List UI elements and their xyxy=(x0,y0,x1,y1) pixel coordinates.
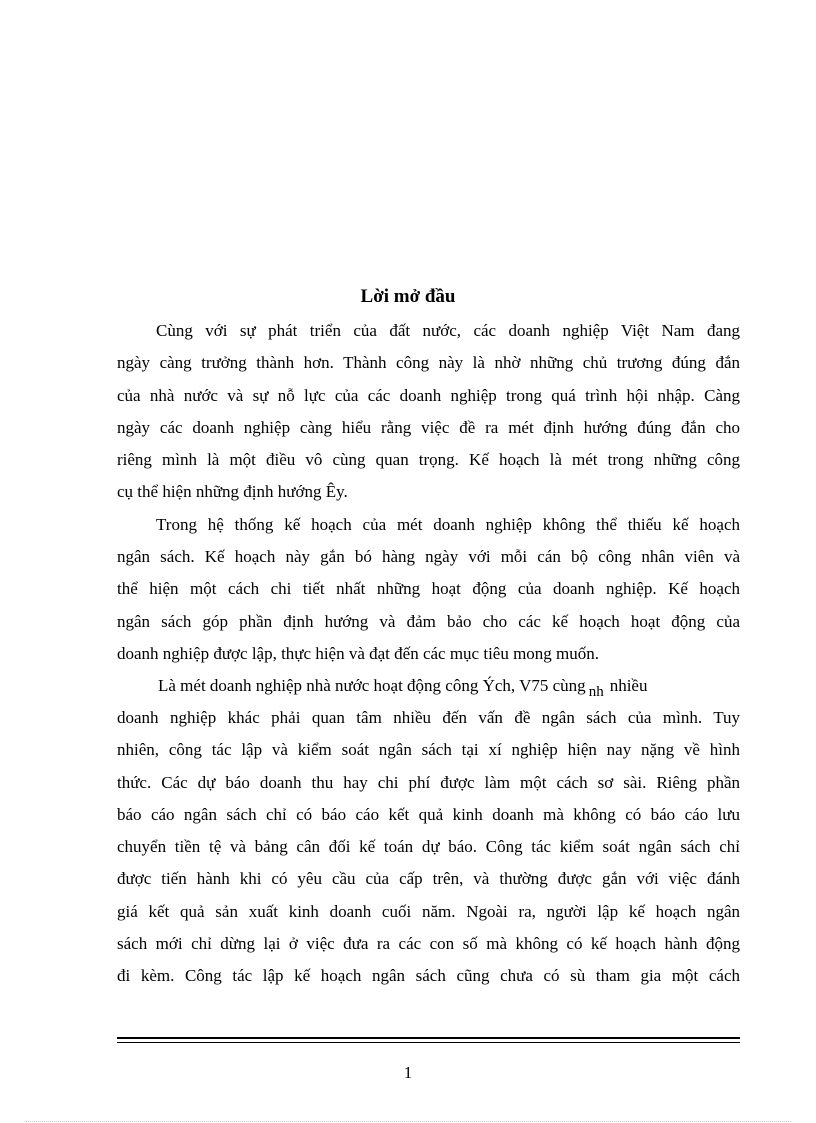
subscript-fragment: nh xyxy=(588,684,604,700)
text-line: riêng mình là một điều vô cùng quan trọng. Kế hoạch là mét trong những công xyxy=(117,450,740,469)
text-line: ngân sách. Kế hoạch này gắn bó hàng ngày với mỗi cán bộ công nhân viên và xyxy=(117,547,740,566)
text-line: của nhà nước và sự nỗ lực của các doanh nghiệp trong quá trình hội nhập. Càng xyxy=(117,386,740,405)
text-segment: nhiều xyxy=(609,676,648,695)
page-number: 1 xyxy=(403,1063,413,1082)
text-line: chuyển tiền tệ và bảng cân đối kế toán dự báo. Công tác kiểm soát ngân sách chỉ xyxy=(117,837,740,856)
text-line: Cùng với sự phát triển của đất nước, các doanh nghiệp Việt Nam đang xyxy=(156,321,740,340)
text-line: đi kèm. Công tác lập kế hoạch ngân sách cũng chưa có sù tham gia một cách xyxy=(117,966,740,985)
text-line: ngân sách góp phần định hướng và đảm bảo cho các kế hoạch hoạt động của xyxy=(117,612,740,631)
text-line: cụ thể hiện những định hướng Êy. xyxy=(117,482,348,501)
text-line: doanh nghiệp được lập, thực hiện và đạt đến các mục tiêu mong muốn. xyxy=(117,644,600,663)
text-line: doanh nghiệp khác phải quan tâm nhiều đến vấn đề ngân sách của mình. Tuy xyxy=(117,708,740,727)
text-line: ngày càng trưởng thành hơn. Thành công này là nhờ những chủ trương đúng đắn xyxy=(117,353,740,372)
document-title: Lời mở đầu xyxy=(360,286,456,307)
text-line: thức. Các dự báo doanh thu hay chi phí được làm một cách sơ sài. Riêng phần xyxy=(117,773,740,792)
text-line: thể hiện một cách chi tiết nhất những hoạt động của doanh nghiệp. Kế hoạch xyxy=(117,579,740,598)
page-edge-divider xyxy=(25,1121,791,1122)
text-line: sách mới chỉ dừng lại ở việc đưa ra các con số mà không có kế hoạch hành động xyxy=(117,934,740,953)
text-line: Trong hệ thống kế hoạch của mét doanh nghiệp không thể thiếu kế hoạch xyxy=(156,515,740,534)
footer-rule-thin xyxy=(117,1042,740,1043)
text-line: được tiến hành khi có yêu cầu của cấp trên, và thường được gắn với việc đánh xyxy=(117,869,740,888)
text-line xyxy=(158,674,740,704)
text-line: báo cáo ngân sách chỉ có báo cáo kết quả kinh doanh mà không có báo cáo lưu xyxy=(117,805,740,824)
text-line: giá kết quả sản xuất kinh doanh cuối năm. Ngoài ra, người lập kế hoạch ngân xyxy=(117,902,740,921)
text-line: nhiên, công tác lập và kiểm soát ngân sách tại xí nghiệp hiện nay nặng về hình xyxy=(117,740,740,759)
text-line: ngày các doanh nghiệp càng hiểu rằng việc đề ra mét định hướng đúng đắn cho xyxy=(117,418,740,437)
footer-rule-thick xyxy=(117,1037,740,1039)
text-segment: Là mét doanh nghiệp nhà nước hoạt động công Ých, V75 cùng xyxy=(158,676,586,695)
